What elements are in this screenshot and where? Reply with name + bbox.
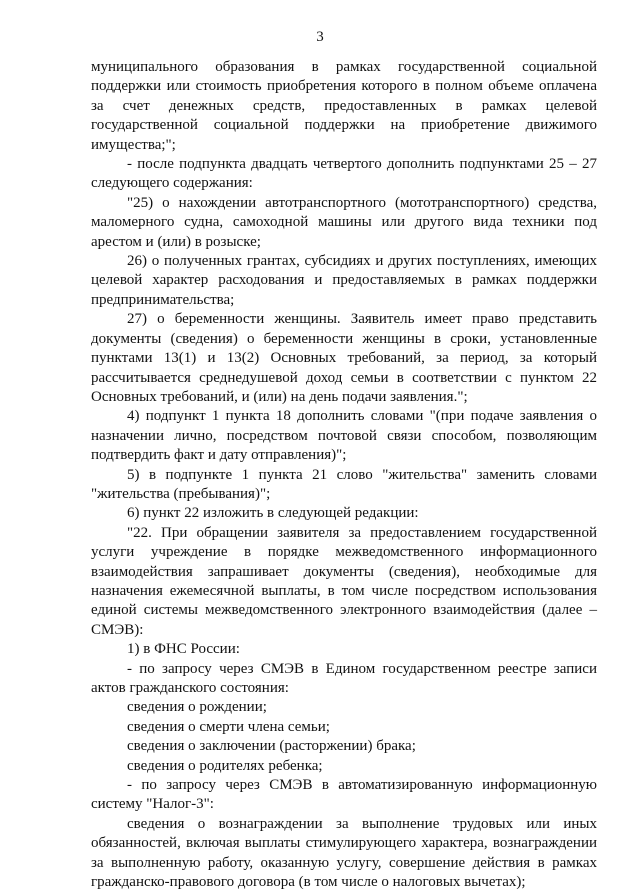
paragraph-item-25: "25) о нахождении автотранспортного (мототранспортного) средства, маломерного судна, самоходной машины или другого вида техники под арестом и (или) в розыске; (91, 194, 597, 250)
paragraph-continuation: муниципального образования в рамках государственной социальной поддержки или стоимость приобретения которого в полном объеме оплачена за счет денежных средств, предоставленных в рамках целевой государственной социальной поддержки на приобретение движимого имущества;"; (91, 59, 597, 153)
paragraph-point-6: 6) пункт 22 изложить в следующей редакции: (127, 505, 419, 522)
paragraph-item-26: 26) о полученных грантах, субсидиях и других поступлениях, имеющих целевой характер расходования и предоставляемых в рамках поддержки предпринимательства; (91, 253, 597, 308)
paragraph-point-4: 4) подпункт 1 пункта 18 дополнить словами "(при подаче заявления о назначении лично, посредством почтовой связи способом, позволяющим подтвердить факт и дату отправления)"; (91, 408, 597, 464)
page-number: 3 (316, 29, 324, 45)
paragraph-civil-registry-request: - по запросу через СМЭВ в Едином государственном реестре записи актов гражданского состояния: (91, 660, 597, 696)
list-item-marriage: сведения о заключении (расторжении) брака; (127, 738, 416, 755)
document-body (91, 58, 597, 892)
paragraph-amendment-subitems: - после подпункта двадцать четвертого дополнить подпунктами 25 – 27 следующего содержания: (91, 156, 597, 192)
paragraph-item-22: "22. При обращении заявителя за предоставлением государственной услуги учреждение в порядке межведомственного информационного взаимодействия запрашивает документы (сведения), необходимые для назначения ежемесячной выплаты, в том числе посредством использования единой системы межведомственного электронного взаимодействия (далее – СМЭВ): (91, 524, 597, 638)
paragraph-item-27: 27) о беременности женщины. Заявитель имеет право представить документы (сведения) о беременности женщины в сроки, установленные пунктами 13(1) и 13(2) Основных требований, за период, за который рассчитывается среднедушевой доход семьи в соответствии с пунктом 22 Основных требований, и (или) на день подачи заявления."; (91, 311, 597, 405)
paragraph-nalog-3-request: - по запросу через СМЭВ в автоматизированную информационную систему "Налог-3": (91, 777, 597, 813)
paragraph-fns-russia: 1) в ФНС России: (127, 641, 240, 658)
list-item-parents: сведения о родителях ребенка; (127, 757, 323, 774)
list-item-death: сведения о смерти члена семьи; (127, 718, 330, 735)
list-item-birth: сведения о рождении; (127, 699, 267, 716)
paragraph-remuneration: сведения о вознаграждении за выполнение трудовых или иных обязанностей, включая выплаты стимулирующего характера, вознаграждении за выполненную работу, оказанную услугу, совершение действия в рамках гражданско-правового договора (в том числе о налоговых вычетах); (91, 815, 597, 891)
paragraph-point-5: 5) в подпункте 1 пункта 21 слово "жительства" заменить словами "жительства (пребывания)"; (91, 466, 597, 502)
